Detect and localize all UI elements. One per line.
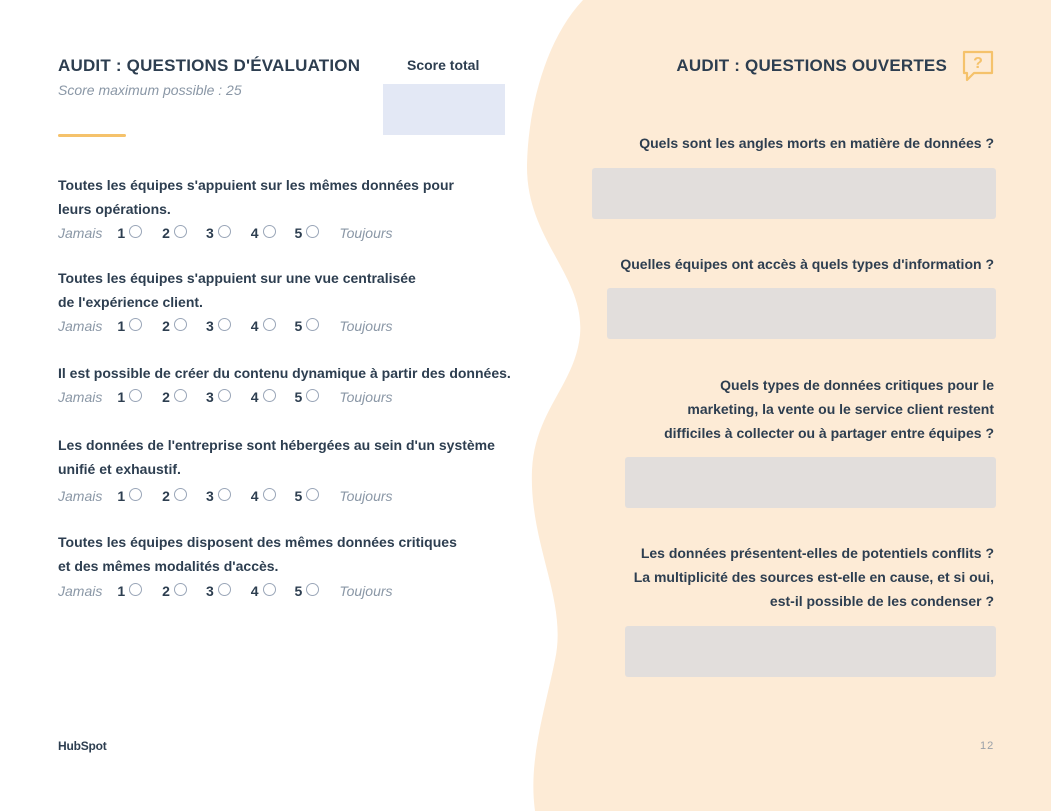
svg-text:?: ? (973, 55, 983, 72)
radio-icon (218, 488, 231, 501)
rating-option-1[interactable]: 1 (117, 583, 142, 599)
radio-icon (129, 488, 142, 501)
radio-icon (306, 318, 319, 331)
accent-divider (58, 134, 126, 137)
radio-icon (263, 318, 276, 331)
scale-min-label: Jamais (58, 225, 103, 241)
radio-icon (306, 583, 319, 596)
rating-option-2[interactable]: 2 (162, 488, 187, 504)
radio-icon (263, 488, 276, 501)
radio-icon (174, 583, 187, 596)
rating-option-4[interactable]: 4 (251, 225, 276, 241)
rating-option-5[interactable]: 5 (295, 583, 320, 599)
hubspot-logo: HubSpot (58, 739, 107, 753)
open-question-1: Quels sont les angles morts en matière de données ? (639, 135, 994, 151)
rating-scale-1 (58, 223, 393, 243)
question-text: Les données de l'entreprise sont hébergées au sein d'un système unifié et exhaustif. (58, 437, 495, 477)
scale-max-label: Toujours (339, 583, 393, 599)
rating-scale-4 (58, 486, 393, 506)
rating-option-1[interactable]: 1 (117, 318, 142, 334)
radio-icon (263, 225, 276, 238)
evaluation-question-5 (58, 530, 538, 578)
radio-icon (306, 389, 319, 402)
rating-option-3[interactable]: 3 (206, 488, 231, 504)
rating-option-2[interactable]: 2 (162, 389, 187, 405)
radio-icon (174, 488, 187, 501)
rating-option-5[interactable]: 5 (295, 488, 320, 504)
rating-option-4[interactable]: 4 (251, 583, 276, 599)
rating-option-1[interactable]: 1 (117, 488, 142, 504)
rating-option-4[interactable]: 4 (251, 488, 276, 504)
rating-option-3[interactable]: 3 (206, 318, 231, 334)
radio-icon (174, 389, 187, 402)
question-text: Toutes les équipes s'appuient sur une vue centralisée de l'expérience client. (58, 270, 416, 310)
radio-icon (218, 583, 231, 596)
open-questions-title: AUDIT : QUESTIONS OUVERTES (676, 56, 947, 75)
radio-icon (306, 225, 319, 238)
answer-field-1[interactable] (592, 168, 996, 219)
radio-icon (129, 389, 142, 402)
scale-min-label: Jamais (58, 488, 103, 504)
rating-option-1[interactable]: 1 (117, 225, 142, 241)
answer-field-4[interactable] (625, 626, 996, 677)
question-text: Toutes les équipes disposent des mêmes données critiques et des mêmes modalités d'accès. (58, 534, 457, 574)
radio-icon (129, 318, 142, 331)
answer-field-3[interactable] (625, 457, 996, 508)
rating-option-4[interactable]: 4 (251, 318, 276, 334)
rating-option-3[interactable]: 3 (206, 389, 231, 405)
radio-icon (218, 389, 231, 402)
evaluation-question-4 (58, 433, 538, 481)
scale-max-label: Toujours (339, 318, 393, 334)
radio-icon (129, 583, 142, 596)
rating-option-3[interactable]: 3 (206, 225, 231, 241)
rating-option-2[interactable]: 2 (162, 318, 187, 334)
rating-option-5[interactable]: 5 (295, 318, 320, 334)
rating-option-4[interactable]: 4 (251, 389, 276, 405)
radio-icon (218, 318, 231, 331)
radio-icon (306, 488, 319, 501)
open-question-2: Quelles équipes ont accès à quels types d'information ? (620, 256, 994, 272)
scale-min-label: Jamais (58, 318, 103, 334)
radio-icon (263, 583, 276, 596)
evaluation-title: AUDIT : QUESTIONS D'ÉVALUATION (58, 56, 361, 75)
radio-icon (263, 389, 276, 402)
rating-option-1[interactable]: 1 (117, 389, 142, 405)
rating-option-3[interactable]: 3 (206, 583, 231, 599)
open-question-3: Quels types de données critiques pour le marketing, la vente ou le service client restent difficiles à collecter ou à partager entre équipes ? (664, 377, 994, 441)
answer-field-2[interactable] (607, 288, 996, 339)
evaluation-question-1 (58, 173, 538, 221)
scale-min-label: Jamais (58, 583, 103, 599)
rating-scale-5 (58, 581, 393, 601)
rating-scale-2 (58, 316, 393, 336)
scale-max-label: Toujours (339, 389, 393, 405)
page-number: 12 (980, 740, 995, 752)
evaluation-question-2 (58, 266, 538, 314)
scale-max-label: Toujours (339, 488, 393, 504)
question-text: Toutes les équipes s'appuient sur les mêmes données pour leurs opérations. (58, 177, 454, 217)
open-question-4: Les données présentent-elles de potentiels conflits ? La multiplicité des sources est-elle en cause, et si oui, est-il possible de les condenser ? (633, 545, 994, 609)
scale-min-label: Jamais (58, 389, 103, 405)
rating-option-5[interactable]: 5 (295, 389, 320, 405)
rating-scale-3 (58, 387, 393, 407)
rating-option-2[interactable]: 2 (162, 583, 187, 599)
max-score-subtitle: Score maximum possible : 25 (58, 82, 242, 98)
score-total-field[interactable] (383, 84, 505, 135)
rating-option-5[interactable]: 5 (295, 225, 320, 241)
radio-icon (218, 225, 231, 238)
evaluation-question-3 (58, 361, 538, 385)
radio-icon (174, 318, 187, 331)
score-total-label: Score total (407, 57, 480, 73)
radio-icon (174, 225, 187, 238)
radio-icon (129, 225, 142, 238)
question-text: Il est possible de créer du contenu dynamique à partir des données. (58, 365, 511, 381)
rating-option-2[interactable]: 2 (162, 225, 187, 241)
question-bubble-icon (962, 50, 994, 82)
scale-max-label: Toujours (339, 225, 393, 241)
